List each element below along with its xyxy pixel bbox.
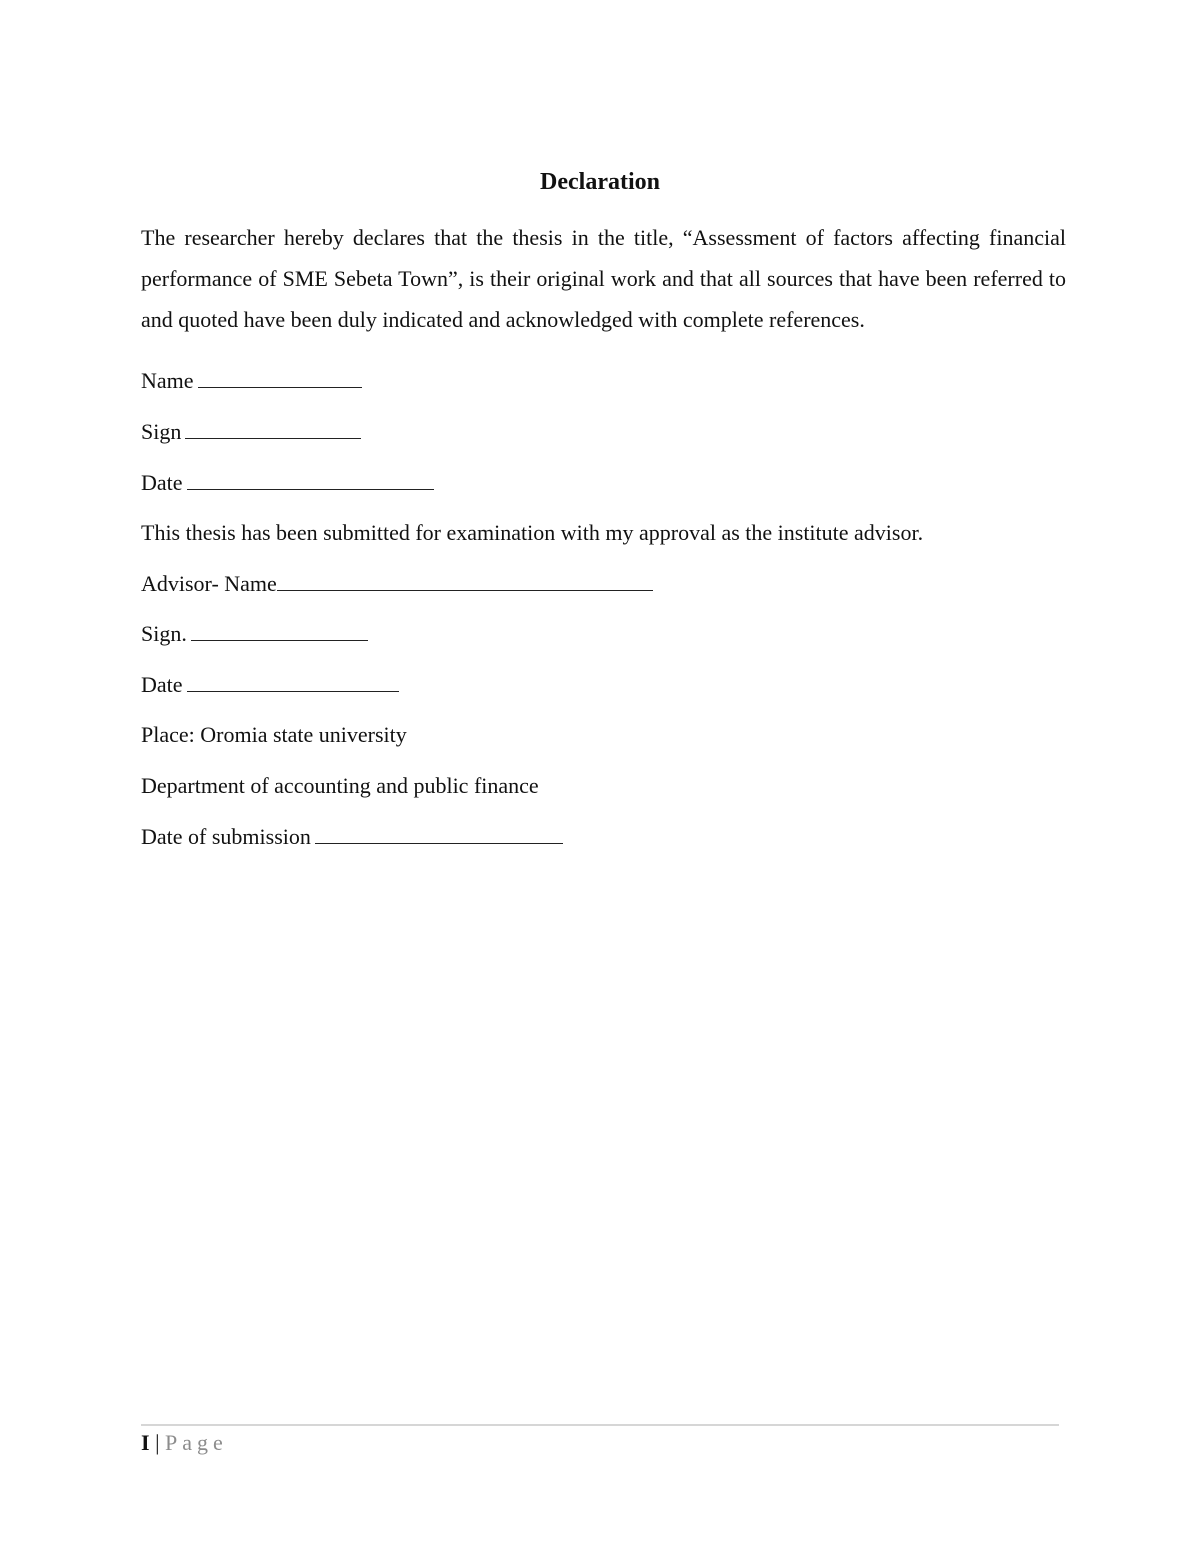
submission-date-label: Date of submission [141, 824, 311, 849]
footer-divider [141, 1424, 1059, 1426]
footer-separator: | [155, 1430, 160, 1455]
date-label: Date [141, 470, 183, 495]
submission-date-line [141, 821, 563, 852]
researcher-name-line [141, 365, 362, 396]
approval-statement: This thesis has been submitted for examination with my approval as the institute advisor. [141, 520, 924, 545]
advisor-sign-label: Sign. [141, 621, 187, 646]
sign-label: Sign [141, 419, 182, 444]
advisor-name-label: Advisor- Name [141, 571, 277, 596]
name-label: Name [141, 368, 194, 393]
advisor-sign-blank [191, 618, 368, 641]
submission-date-blank [315, 821, 563, 844]
advisor-date-line [141, 669, 399, 700]
page-number: I [141, 1430, 150, 1455]
page-footer [141, 1428, 228, 1458]
researcher-sign-line [141, 416, 361, 447]
advisor-date-label: Date [141, 672, 183, 697]
sign-blank [185, 416, 361, 439]
declaration-paragraph: The researcher hereby declares that the thesis in the title, “Assessment of factors affecting financial performance of SME Sebeta Town”, is their original work and that all sources that have been referred to and quoted have been duly indicated and acknowledged with complete references. [141, 225, 1066, 332]
name-blank [198, 365, 362, 388]
advisor-name-blank [277, 568, 653, 591]
department-line: Department of accounting and public finance [141, 773, 539, 798]
date-blank [187, 467, 434, 490]
page-word: Page [164, 1430, 228, 1455]
advisor-name-line [141, 568, 653, 599]
place-line: Place: Oromia state university [141, 722, 407, 747]
advisor-sign-line [141, 618, 368, 649]
researcher-date-line [141, 467, 434, 498]
advisor-date-blank [187, 669, 399, 692]
page-title: Declaration [540, 169, 660, 195]
